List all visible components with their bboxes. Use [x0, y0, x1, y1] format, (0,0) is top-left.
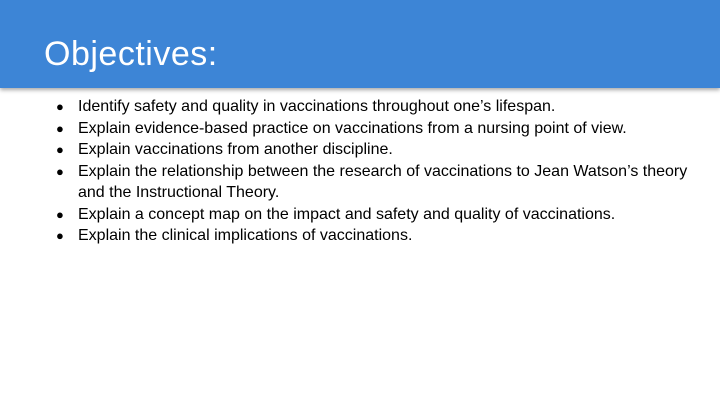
bullet-icon: ●	[56, 228, 64, 243]
objective-item	[52, 118, 692, 140]
objective-item	[52, 161, 692, 204]
bullet-icon: ●	[56, 206, 64, 222]
bullet-icon: ●	[56, 142, 64, 157]
objective-item	[52, 225, 692, 247]
objective-item	[52, 204, 692, 226]
objective-text: Explain the relationship between the research of vaccinations to Jean Watson’s theory and the Instructional Theory.	[78, 162, 688, 201]
bullet-icon: ●	[56, 163, 64, 179]
objective-item	[52, 139, 692, 161]
objective-text: Explain vaccinations from another discipline.	[78, 141, 393, 158]
objective-item	[52, 96, 692, 118]
bullet-icon: ●	[56, 120, 64, 136]
slide-title: Objectives:	[44, 35, 218, 73]
objective-text: Explain a concept map on the impact and safety and quality of vaccinations.	[78, 205, 616, 223]
objective-text: Identify safety and quality in vaccinations throughout one’s lifespan.	[78, 98, 556, 115]
bullet-icon: ●	[56, 99, 64, 114]
objectives-list	[52, 96, 692, 247]
title-bar	[0, 0, 720, 88]
objective-text: Explain the clinical implications of vaccinations.	[78, 227, 413, 244]
objective-text: Explain evidence-based practice on vaccinations from a nursing point of view.	[78, 119, 627, 137]
